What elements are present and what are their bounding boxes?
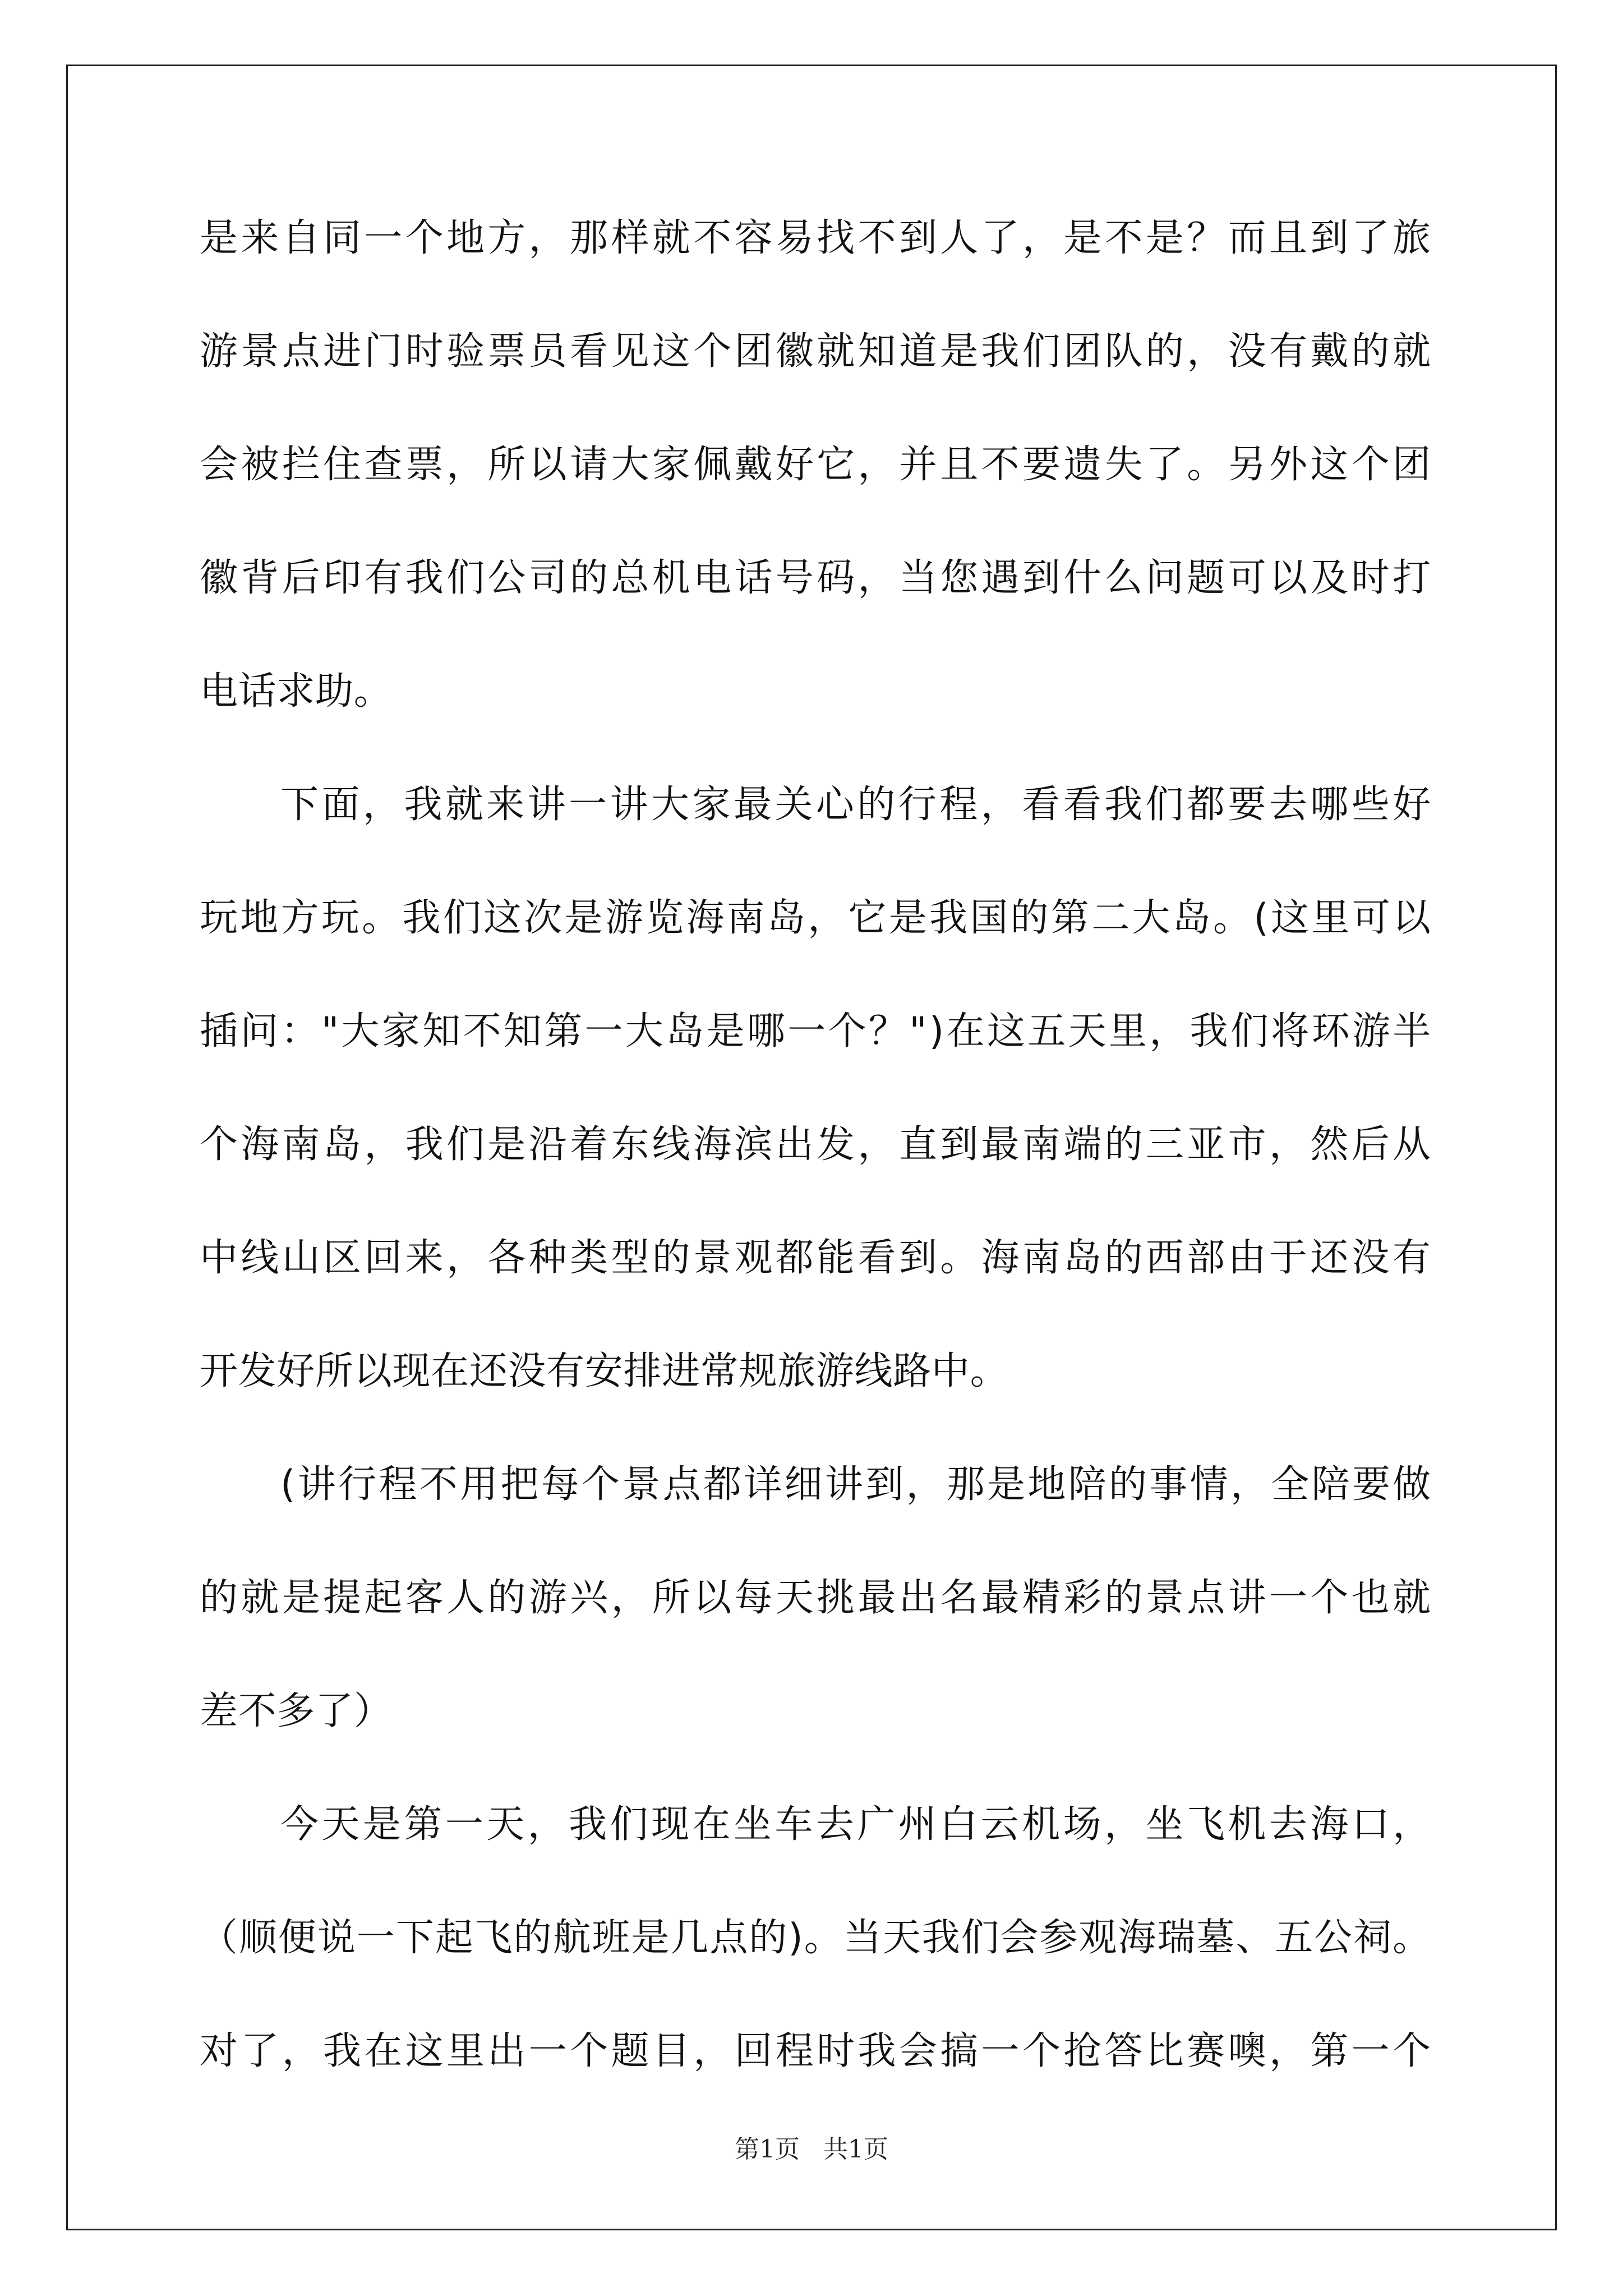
text-line: （ 顺 便 说 一 下 起 飞 的 航 班 是 几 点 的 ) 。 当 天 我 们 会 参 观 海 瑞 墓 、 五 公 祠 。	[200, 1916, 1431, 1960]
text-line: 开发好所以现在还没有安排进常规旅游线路中。	[200, 1349, 1009, 1393]
text-line: 今 天 是 第 一 天 ， 我 们 现 在 坐 车 去 广 州 白 云 机 场 ， 坐 飞 机 去 海 口 ，	[280, 1802, 1431, 1847]
text-line: 会 被 拦 住 查 票 ， 所 以 请 大 家 佩 戴 好 它 ， 并 且 不 要 遗 失 了 。 另 外 这 个 团	[200, 443, 1431, 487]
text-line: 下 面 ， 我 就 来 讲 一 讲 大 家 最 关 心 的 行 程 ， 看 看 我 们 都 要 去 哪 些 好	[280, 783, 1431, 827]
text-line: 是 来 自 同 一 个 地 方 ， 那 样 就 不 容 易 找 不 到 人 了 ， 是 不 是 ？ 而 且 到 了 旅	[200, 216, 1431, 260]
text-line: 差不多了）	[200, 1689, 393, 1733]
text-line: 插 问 ： " 大 家 知 不 知 第 一 大 岛 是 哪 一 个 ？ " ) 在 这 五 天 里 ， 我 们 将 环 游 半	[200, 1009, 1431, 1053]
text-line: 对 了 ， 我 在 这 里 出 一 个 题 目 ， 回 程 时 我 会 搞 一 个 抢 答 比 赛 噢 ， 第 一 个	[200, 2029, 1431, 2073]
text-line: 电话求助。	[200, 669, 393, 714]
text-line: 徽 背 后 印 有 我 们 公 司 的 总 机 电 话 号 码 ， 当 您 遇 到 什 么 问 题 可 以 及 时 打	[200, 556, 1431, 600]
text-line: 玩 地 方 玩 。 我 们 这 次 是 游 览 海 南 岛 ， 它 是 我 国 的 第 二 大 岛 。 ( 这 里 可 以	[200, 896, 1431, 940]
text-line: 中 线 山 区 回 来 ， 各 种 类 型 的 景 观 都 能 看 到 。 海 南 岛 的 西 部 由 于 还 没 有	[200, 1236, 1431, 1280]
text-line: 的 就 是 提 起 客 人 的 游 兴 ， 所 以 每 天 挑 最 出 名 最 精 彩 的 景 点 讲 一 个 也 就	[200, 1576, 1431, 1620]
text-line: 个 海 南 岛 ， 我 们 是 沿 着 东 线 海 滨 出 发 ， 直 到 最 南 端 的 三 亚 市 ， 然 后 从	[200, 1122, 1431, 1167]
text-line: 游 景 点 进 门 时 验 票 员 看 见 这 个 团 徽 就 知 道 是 我 们 团 队 的 ， 没 有 戴 的 就	[200, 329, 1431, 374]
document-body	[200, 205, 1431, 2131]
text-line: ( 讲 行 程 不 用 把 每 个 景 点 都 详 细 讲 到 ， 那 是 地 陪 的 事 情 ， 全 陪 要 做	[280, 1462, 1431, 1507]
page-number-footer: 第1页 共1页	[735, 2135, 888, 2164]
